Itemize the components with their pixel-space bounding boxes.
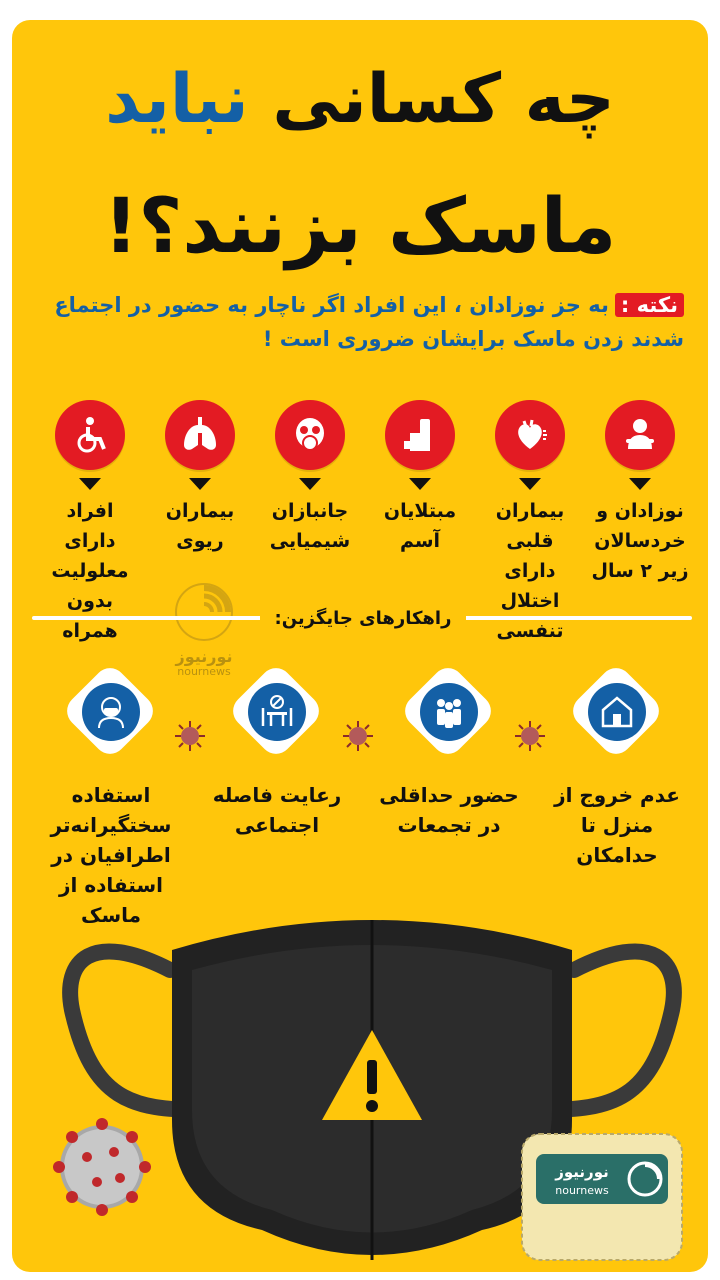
alternatives-heading: راهکارهای جایگزین: <box>260 602 466 636</box>
down-arrow-icon <box>409 478 431 490</box>
alt-label: حضور حداقلی در تجمعات <box>379 783 519 837</box>
watermark-sub: nournews <box>177 665 231 678</box>
badge-sub: nournews <box>555 1184 609 1197</box>
group-label: بیماران ریوی <box>165 500 235 552</box>
crowd-icon <box>407 670 491 754</box>
warning-icon <box>367 1060 377 1094</box>
down-arrow-icon <box>519 478 541 490</box>
alt-minimal-gathering <box>374 670 524 840</box>
group-disabled <box>38 400 142 646</box>
title-line-2: ماسک بزنند؟! <box>103 181 617 270</box>
nournews-badge <box>520 1132 684 1262</box>
watermark-brand: نورنیوز <box>175 647 233 666</box>
note-text: به جز نوزادان ، این افراد اگر ناچار به حضور در اجتماع شدند زدن ماسک برایشان ضروری است ! <box>54 293 684 351</box>
alt-label: عدم خروج از منزل تا حدامکان <box>554 783 680 867</box>
virus-icon <box>342 720 374 752</box>
alt-social-distance <box>202 670 352 840</box>
house-icon <box>575 670 659 754</box>
badge-brand: نورنیوز <box>555 1163 609 1181</box>
face-mask-person-icon <box>69 670 153 754</box>
virus-icon <box>514 720 546 752</box>
group-asthma <box>368 400 472 556</box>
note-paragraph <box>36 288 684 356</box>
gas-mask-icon <box>275 400 345 470</box>
group-infants <box>588 400 692 586</box>
alt-strict-masks <box>36 670 186 930</box>
watermark-logo <box>162 580 246 678</box>
infographic-poster <box>12 20 708 1272</box>
group-label: نوزادان و خردسالان زیر ۲ سال <box>591 500 689 582</box>
virus-icon <box>174 720 206 752</box>
baby-icon <box>605 400 675 470</box>
coronavirus-icon <box>42 1112 162 1222</box>
group-label: جانبازان شیمیایی <box>269 500 351 552</box>
lungs-icon <box>165 400 235 470</box>
alt-label: رعایت فاصله اجتماعی <box>212 783 342 837</box>
alternatives-row <box>32 670 692 927</box>
watermark-swirl-icon <box>172 580 236 644</box>
group-lung-patients <box>148 400 252 556</box>
heart-icon <box>495 400 565 470</box>
group-label: افراد دارای معلولیت بدون همراه <box>51 500 129 642</box>
group-label: بیماران قلبی دارای اختلال تنفسی <box>495 500 565 642</box>
group-label: مبتلایان آسم <box>383 500 457 552</box>
down-arrow-icon <box>189 478 211 490</box>
down-arrow-icon <box>299 478 321 490</box>
title-line-1 <box>12 60 708 140</box>
wheelchair-icon <box>55 400 125 470</box>
alt-stay-home <box>542 670 692 870</box>
down-arrow-icon <box>79 478 101 490</box>
group-chemical-veterans <box>258 400 362 556</box>
inhaler-icon <box>385 400 455 470</box>
group-heart-patients <box>478 400 582 646</box>
distance-icon <box>235 670 319 754</box>
note-tag: نکته : <box>615 293 684 317</box>
title-highlight: نباید <box>105 60 249 139</box>
title-prefix: چه کسانی <box>272 60 615 139</box>
down-arrow-icon <box>629 478 651 490</box>
alt-label: استفاده سختگیرانه‌تر اطرافیان در استفاده از ماسک <box>50 783 172 927</box>
